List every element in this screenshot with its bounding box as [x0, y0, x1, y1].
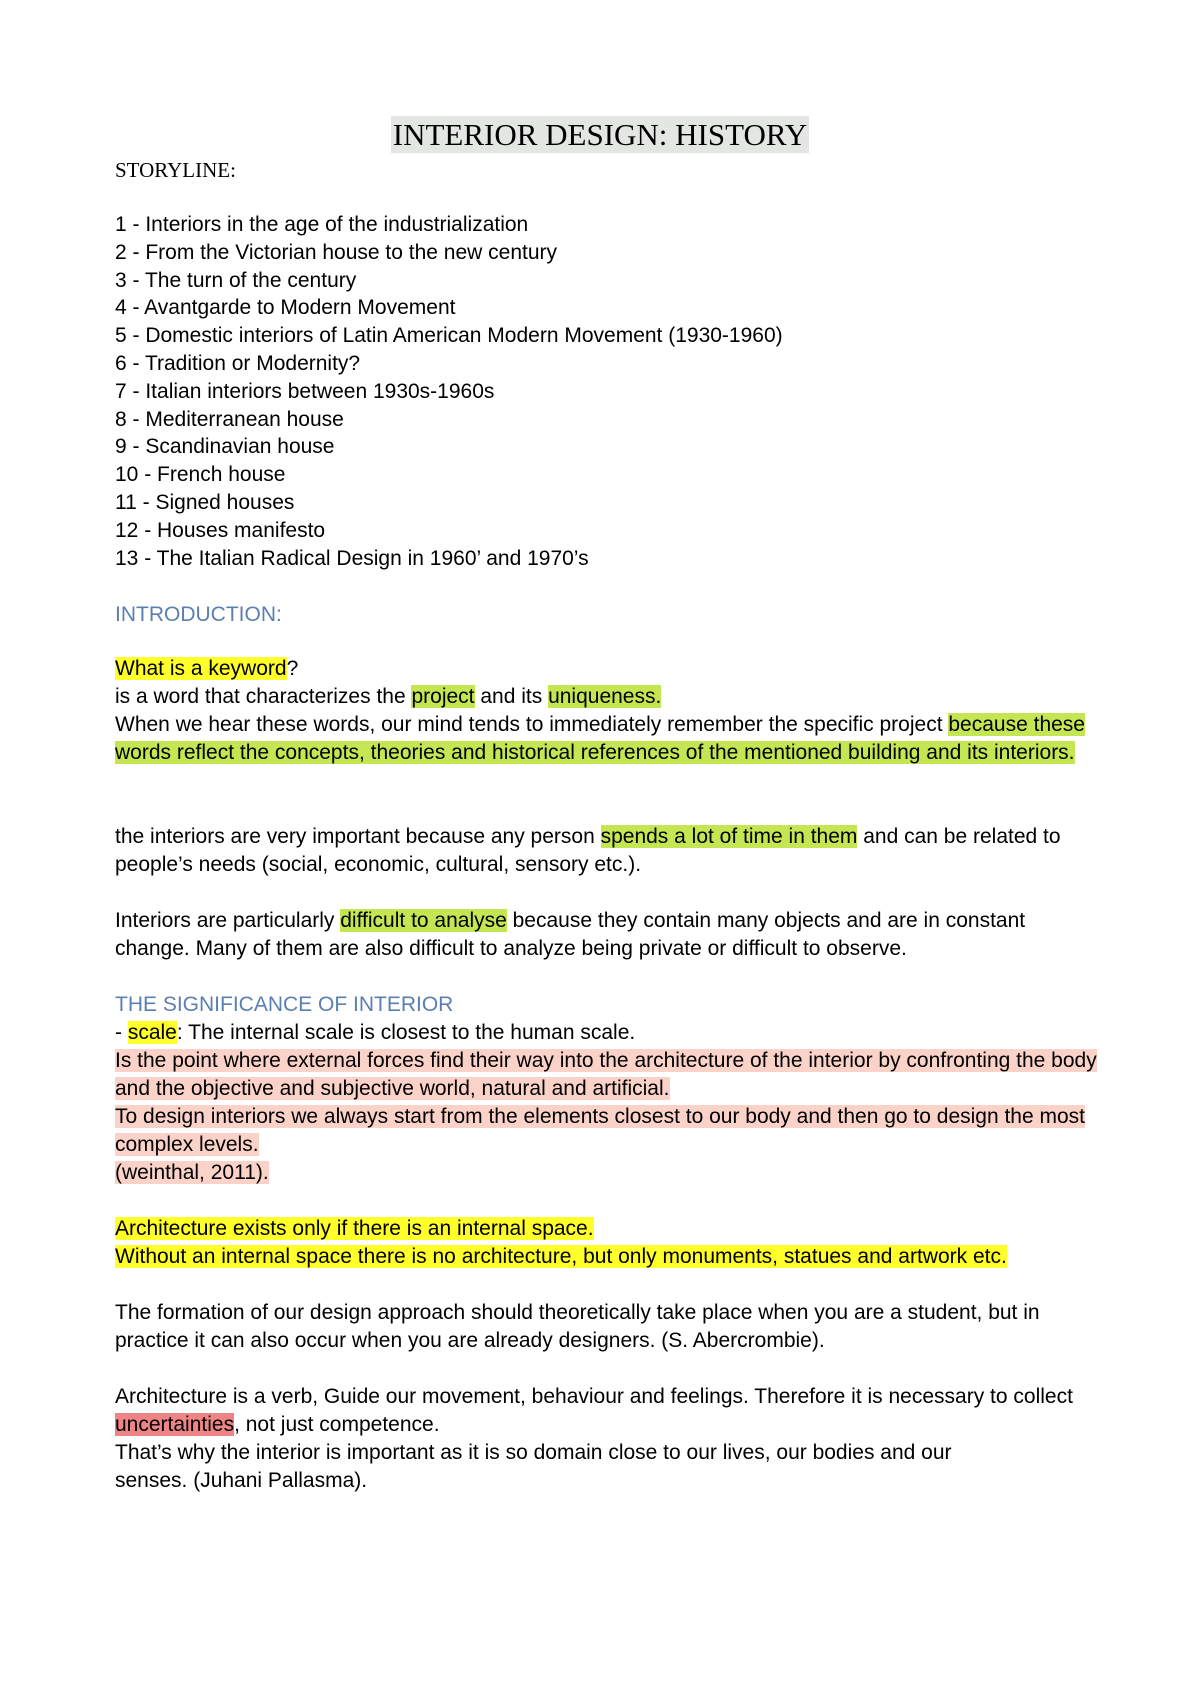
- design-paragraph: To design interiors we always start from the elements closest to our body and then go to design the most complex levels.: [115, 1105, 1086, 1156]
- storyline-label: STORYLINE:: [115, 158, 236, 182]
- list-item: 3 - The turn of the century: [115, 268, 357, 292]
- external-forces-paragraph: Is the point where external forces find their way into the architecture of the interior by confronting the body and the objective and subjective world, natural and artificial.: [115, 1049, 1097, 1100]
- list-item: 8 - Mediterranean house: [115, 407, 344, 431]
- interiors-importance-paragraph: the interiors are very important because any person spends a lot of time in them and can be related to people’s needs (social, economic, cultural, sensory etc.).: [115, 825, 1061, 876]
- project-highlight: project: [411, 685, 475, 708]
- citation-weinthal: (weinthal, 2011).: [115, 1161, 269, 1184]
- scale-line: - scale: The internal scale is closest to the human scale.: [115, 1021, 636, 1044]
- keyword-question-highlight: What is a keyword: [115, 657, 287, 680]
- keyword-explanation: When we hear these words, our mind tends to immediately remember the specific project because these words reflect the concepts, theories and historical references of the mentioned building and its interiors.: [115, 713, 1085, 764]
- storyline-list: [115, 211, 1115, 572]
- list-item: 1 - Interiors in the age of the industrialization: [115, 213, 529, 236]
- scale-highlight: scale: [127, 1021, 177, 1044]
- because-highlight: because these words reflect the concepts, theories and historical references of the mentioned building and its interiors.: [115, 713, 1085, 764]
- analyse-highlight: difficult to analyse: [340, 909, 507, 932]
- architecture-statement-1: Architecture exists only if there is an internal space.: [115, 1217, 594, 1240]
- architecture-statement-2: Without an internal space there is no architecture, but only monuments, statues and artwork etc.: [115, 1245, 1007, 1268]
- analyse-paragraph: Interiors are particularly difficult to analyse because they contain many objects and are in constant change. Many of them are also difficult to analyze being private or difficult to observe.: [115, 909, 1026, 960]
- list-item: 2 - From the Victorian house to the new century: [115, 240, 558, 264]
- uniqueness-highlight: uniqueness.: [548, 685, 662, 708]
- list-item: 7 - Italian interiors between 1930s-1960s: [115, 379, 495, 403]
- introduction-heading: INTRODUCTION:: [115, 603, 282, 626]
- time-highlight: spends a lot of time in them: [600, 825, 858, 848]
- document-title: INTERIOR DESIGN: HISTORY: [392, 117, 808, 152]
- list-item: 9 - Scandinavian house: [115, 435, 335, 459]
- list-item: 10 - French house: [115, 463, 286, 487]
- list-item: 4 - Avantgarde to Modern Movement: [115, 296, 456, 320]
- significance-heading: THE SIGNIFICANCE OF INTERIOR: [115, 993, 454, 1016]
- pallasma-paragraph: That’s why the interior is important as it is so domain close to our lives, our bodies and our senses. (Juhani Pallasma).: [115, 1441, 952, 1492]
- list-item: 5 - Domestic interiors of Latin American Modern Movement (1930-1960): [115, 324, 783, 348]
- keyword-definition: is a word that characterizes the project and its uniqueness.: [115, 685, 662, 708]
- list-item: 12 - Houses manifesto: [115, 518, 326, 542]
- list-item: 6 - Tradition or Modernity?: [115, 351, 361, 375]
- list-item: 11 - Signed houses: [115, 490, 295, 514]
- list-item: 13 - The Italian Radical Design in 1960’ and 1970’s: [115, 546, 589, 570]
- keyword-question: What is a keyword?: [115, 657, 299, 680]
- verb-paragraph: Architecture is a verb, Guide our movement, behaviour and feelings. Therefore it is necessary to collect uncertainties, not just competence.: [115, 1385, 1073, 1436]
- formation-paragraph: The formation of our design approach should theoretically take place when you are a student, but in practice it can also occur when you are already designers. (S. Abercrombie).: [115, 1301, 1040, 1352]
- uncertainties-highlight: uncertainties: [115, 1412, 235, 1436]
